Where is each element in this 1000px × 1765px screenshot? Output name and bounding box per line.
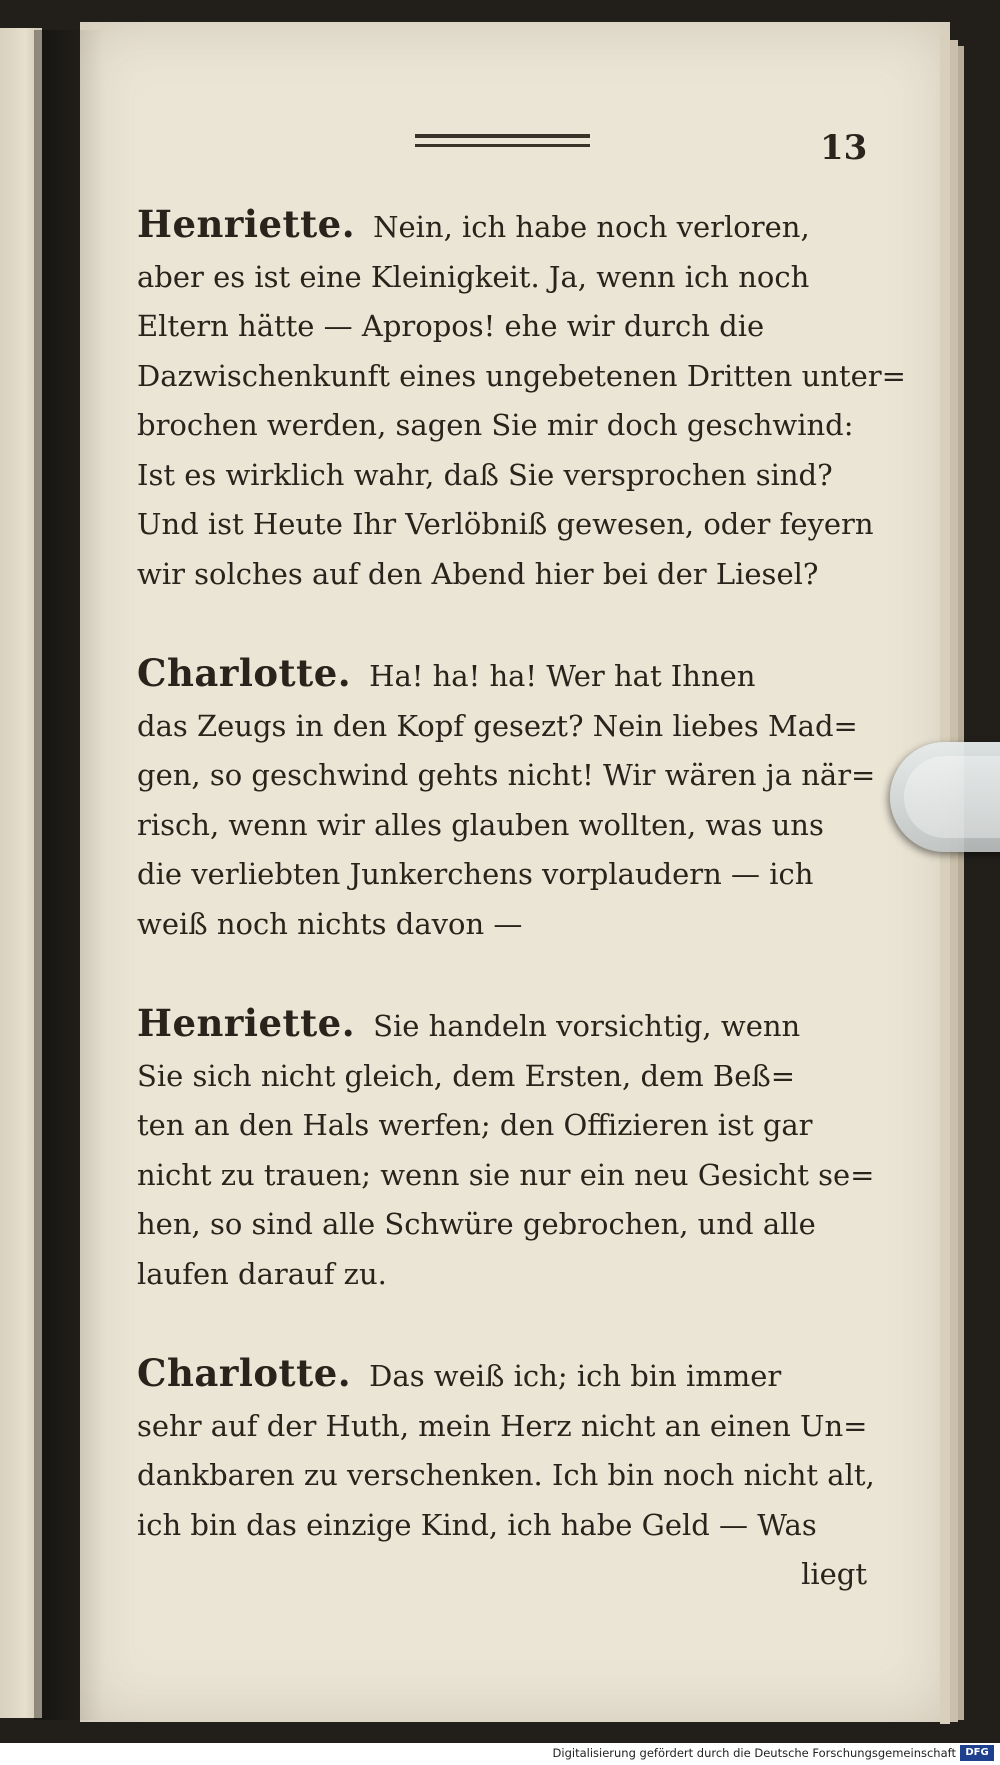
- text-line: weiß noch nichts davon —: [137, 906, 523, 941]
- page-text: [137, 200, 906, 1600]
- text-line: Henriette. Nein, ich habe noch verloren,: [137, 202, 810, 246]
- dialogue-paragraph: [137, 999, 875, 1299]
- text-line: Und ist Heute Ihr Verlöbniß gewesen, oder feyern: [137, 507, 874, 541]
- header-rule: [415, 144, 590, 147]
- page-clip-highlight: [904, 756, 1000, 838]
- text-line: dankbaren zu verschenken. Ich bin noch nicht alt,: [137, 1458, 875, 1492]
- page-edge: [950, 40, 958, 1722]
- text-line: laufen darauf zu.: [137, 1256, 387, 1291]
- header-rule: [415, 134, 590, 138]
- text-line: nicht zu trauen; wenn sie nur ein neu Gesicht se=: [137, 1157, 875, 1192]
- page-edge: [940, 34, 950, 1724]
- text-line: ten an den Hals werfen; den Offizieren ist gar: [137, 1108, 813, 1142]
- speaker-name: Charlotte.: [137, 651, 352, 695]
- text-line: ich bin das einzige Kind, ich habe Geld — Was: [137, 1507, 817, 1542]
- text-line: Henriette. Sie handeln vorsichtig, wenn: [137, 1001, 801, 1045]
- text-line: das Zeugs in den Kopf gesezt? Nein liebes Mad=: [137, 708, 858, 743]
- dialogue-paragraph: [137, 200, 906, 599]
- text-line: Ist es wirklich wahr, daß Sie versprochen sind?: [137, 457, 833, 492]
- text-line: die verliebten Junkerchens vorplaudern — ich: [137, 857, 814, 891]
- dfg-logo: DFG: [960, 1745, 994, 1761]
- speaker-name: Charlotte.: [137, 1351, 352, 1395]
- gutter-shadow: [34, 30, 104, 1720]
- text-line: Charlotte. Das weiß ich; ich bin immer: [137, 1351, 782, 1395]
- text-line: brochen werden, sagen Sie mir doch geschwind:: [137, 408, 854, 442]
- text-line: wir solches auf den Abend hier bei der Liesel?: [137, 556, 819, 591]
- text-line: Dazwischenkunft eines ungebetenen Dritten unter=: [137, 358, 906, 393]
- page-number: 13: [820, 128, 868, 168]
- text-line: aber es ist eine Kleinigkeit. Ja, wenn ich noch: [137, 259, 810, 294]
- text-line: hen, so sind alle Schwüre gebrochen, und alle: [137, 1207, 816, 1241]
- dialogue-paragraph: [137, 1349, 875, 1600]
- text-line: risch, wenn wir alles glauben wollten, was uns: [137, 807, 824, 842]
- speaker-name: Henriette.: [137, 202, 356, 246]
- text-line: Eltern hätte — Apropos! ehe wir durch die: [137, 309, 765, 343]
- text-line: Sie sich nicht gleich, dem Ersten, dem Beß=: [137, 1058, 796, 1093]
- speaker-name: Henriette.: [137, 1001, 356, 1045]
- catchword: liegt: [801, 1557, 867, 1591]
- footer-credit: Digitalisierung gefördert durch die Deutsche Forschungsgemeinschaft: [552, 1746, 956, 1760]
- text-line: sehr auf der Huth, mein Herz nicht an einen Un=: [137, 1408, 868, 1443]
- text-line: gen, so geschwind gehts nicht! Wir wären ja när=: [137, 758, 876, 792]
- page-edge: [958, 46, 964, 1720]
- text-line: Charlotte. Ha! ha! ha! Wer hat Ihnen: [137, 651, 756, 695]
- dialogue-paragraph: [137, 649, 876, 949]
